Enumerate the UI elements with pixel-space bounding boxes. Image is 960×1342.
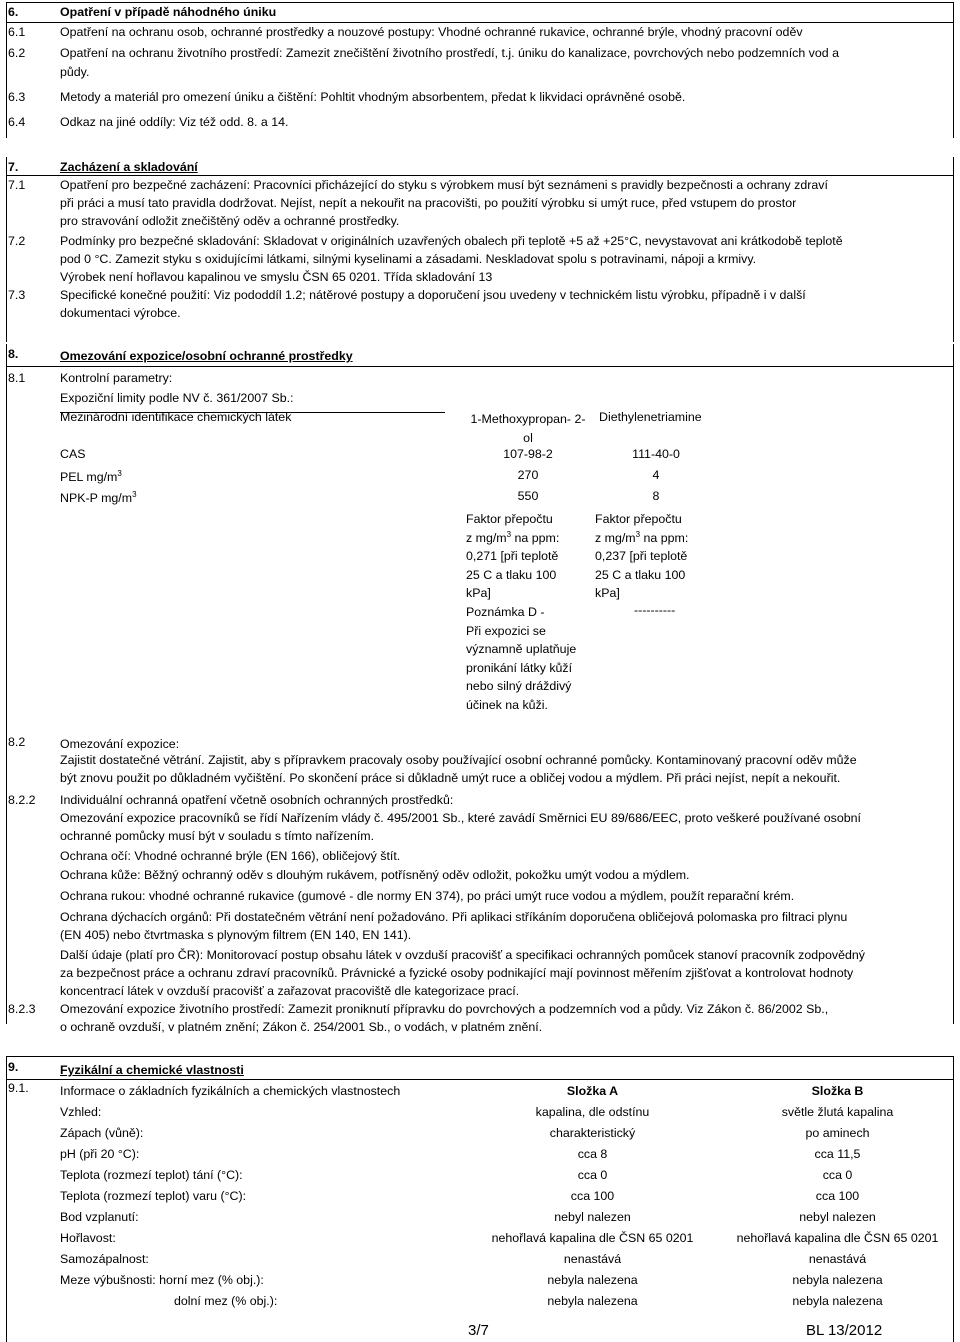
subsection-title: Omezování expozice:: [60, 737, 180, 751]
property-label: Bod vzplanutí:: [60, 1210, 139, 1224]
subsection-number: 9.1.: [8, 1081, 29, 1095]
column-header-a: Složka A: [566, 1084, 619, 1098]
right-rule: [953, 344, 954, 1024]
left-rule: [6, 344, 7, 1024]
property-value-b: nebyl nalezen: [799, 1210, 876, 1224]
paragraph-text: Ochrana rukou: vhodné ochranné rukavice (gumové - dle normy EN 374), po práci umýt ruce vodou a mýdlem, použít reparační krém.: [60, 889, 795, 903]
paragraph-text: (EN 405) nebo čtvrtmaska s plynovým filtrem (EN 140, EN 141).: [60, 928, 412, 942]
property-value-a: nehořlavá kapalina dle ČSN 65 0201: [491, 1231, 694, 1245]
subsection-number: 8.2.2: [8, 793, 36, 807]
divider: [6, 175, 954, 176]
note-line: nebo silný dráždivý: [466, 679, 572, 693]
substance-1-name: 1-Methoxypropan- 2- ol: [470, 412, 586, 445]
factor-line: [466, 529, 559, 548]
property-value-b: nebyla nalezena: [792, 1294, 883, 1308]
paragraph-text: o ochraně ovzduší, v platném znění; Zákon č. 254/2001 Sb., o vodách, v platném znění.: [60, 1020, 543, 1034]
factor-line: Faktor přepočtu: [466, 512, 553, 526]
conversion-factor-1: [466, 510, 559, 603]
subsection-title: Individuální ochranná opatření včetně osobních ochranných prostředků:: [60, 793, 454, 807]
property-value-a: nenastává: [563, 1252, 622, 1266]
paragraph-text: Podmínky pro bezpečné skladování: Skladovat v originálních uzavřených obalech při teplotě +5 až +25°C, nevystavovat ani krátkodobě teplotě: [60, 234, 843, 248]
property-value-b: světle žlutá kapalina: [781, 1105, 894, 1119]
limits-heading: Expoziční limity podle NV č. 361/2007 Sb.:: [60, 391, 294, 405]
note-2: ----------: [634, 603, 676, 617]
paragraph-text: Ochrana dýchacích orgánů: Při dostatečném větrání není požadováno. Při aplikaci stříkáním doporučena obličejová polomaska pro filtraci plynu: [60, 910, 848, 924]
substance-2-name: Diethylenetriamine: [599, 410, 702, 424]
section-title: Fyzikální a chemické vlastnosti: [60, 1063, 244, 1077]
factor-sup: 3: [506, 529, 512, 539]
property-value-a: nebyl nalezen: [554, 1210, 631, 1224]
note-line: Poznámka D -: [466, 605, 545, 619]
pel-label: [60, 470, 122, 484]
divider: [6, 1079, 954, 1080]
paragraph-text: koncentrací látek v ovzduší pracovišť a zařazovat pracoviště dle kategorizace prací.: [60, 984, 520, 998]
npk-value-2: 8: [652, 489, 660, 503]
property-value-b: nebyla nalezena: [792, 1273, 883, 1287]
section-number: 7.: [8, 160, 19, 174]
property-value-b: cca 100: [815, 1189, 860, 1203]
pel-label-sup: 3: [117, 468, 122, 478]
paragraph-text: Ochrana kůže: Běžný ochranný oděv s dlouhým rukávem, potřísněný oděv odložit, pokožku umýt vodou a mýdlem.: [60, 868, 690, 882]
paragraph-text: Omezování expozice pracovníků se řídí Nařízením vlády č. 495/2001 Sb., které zavádí Směrnici EU 89/686/EEC, proto veškeré používané osobní: [60, 811, 861, 825]
factor-unit: z mg/m: [595, 530, 636, 545]
subsection-number: 8.2: [8, 735, 26, 749]
section-number: 6.: [8, 5, 19, 19]
left-rule: [6, 157, 7, 342]
properties-heading: Informace o základních fyzikálních a chemických vlastnostech: [60, 1084, 401, 1098]
divider: [6, 366, 954, 367]
paragraph-text: pod 0 °C. Zamezit styku s oxidujícími látkami, silnými kyselinami a zásadami. Neskladovat spolu s potravinami, nápoji a krmivy.: [60, 252, 757, 266]
divider: [6, 2, 954, 3]
npk-label-text: NPK-P mg/m: [60, 491, 133, 505]
factor-line: 25 C a tlaku 100: [466, 567, 557, 582]
subsection-number: 7.1: [8, 178, 26, 192]
property-label: Teplota (rozmezí teplot) tání (°C):: [60, 1168, 243, 1182]
property-value-a: cca 100: [570, 1189, 615, 1203]
paragraph-text: ochranné pomůcky musí být v souladu s tímto nařízením.: [60, 829, 375, 843]
section-title: Zacházení a skladování: [60, 160, 198, 174]
note-line: pronikání látky kůží: [466, 660, 573, 675]
paragraph-text: za bezpečnost práce a ochranu zdraví pracovníků. Právnické a fyzické osoby podnikající mají povinnost měřením zjišťovat a kontrolovat hodnoty: [60, 966, 854, 980]
section-number: 8.: [8, 347, 19, 361]
paragraph-text: Výrobek není hořlavou kapalinou ve smyslu ČSN 65 0201. Třída skladování 13: [60, 270, 493, 284]
npk-label-sup: 3: [132, 489, 137, 499]
divider: [6, 1056, 954, 1057]
property-value-a: nebyla nalezena: [547, 1273, 638, 1287]
factor-unit-suffix: na ppm:: [640, 530, 689, 545]
property-value-a: cca 0: [577, 1168, 608, 1182]
column-header-b: Složka B: [811, 1084, 864, 1098]
subsection-number: 8.1: [8, 371, 26, 385]
section-title: Omezování expozice/osobní ochranné prostředky: [60, 349, 353, 363]
subsection-number: 7.3: [8, 288, 26, 302]
factor-line: kPa]: [595, 586, 620, 600]
factor-line: 25 C a tlaku 100: [595, 567, 686, 582]
document-id: BL 13/2012: [806, 1322, 883, 1339]
factor-unit-suffix: na ppm:: [511, 530, 560, 545]
property-label: Teplota (rozmezí teplot) varu (°C):: [60, 1189, 247, 1203]
section-title: Opatření v případě náhodného úniku: [60, 5, 277, 19]
npk-label: [60, 491, 137, 505]
factor-line: 0,237 [při teplotě: [595, 549, 688, 563]
property-value-b: cca 0: [822, 1168, 853, 1182]
paragraph-text: půdy.: [60, 65, 90, 79]
factor-sup: 3: [635, 529, 641, 539]
paragraph-text: Zajistit dostatečné větrání. Zajistit, aby s přípravkem pracovaly osoby používající osobní ochranné pomůcky. Kontaminovaný pracovní oděv může: [60, 753, 857, 767]
paragraph-text: být znovu použit po důkladném vyčištění. Po skončení práce si důkladně umýt ruce a obličej vodou a mýdlem. Při práci nejíst, nepít a nekouřit.: [60, 771, 841, 785]
page-number: 3/7: [468, 1322, 489, 1339]
property-label: Zápach (vůně):: [60, 1126, 144, 1140]
note-line: Při expozici se: [466, 623, 546, 638]
property-value-b: nehořlavá kapalina dle ČSN 65 0201: [736, 1231, 939, 1245]
cas-value-2: 111-40-0: [632, 447, 680, 461]
note-line: účinek na kůži.: [466, 697, 548, 712]
subsection-number: 6.4: [8, 115, 26, 129]
paragraph-text: Omezování expozice životního prostředí: Zamezit proniknutí přípravku do povrchových a podzemních vod a půdy. Viz Zákon č. 86/2002 Sb.,: [60, 1002, 829, 1016]
property-label: pH (při 20 °C):: [60, 1147, 140, 1161]
paragraph-text: Ochrana očí: Vhodné ochranné brýle (EN 166), obličejový štít.: [60, 849, 401, 863]
property-label: Hořlavost:: [60, 1231, 116, 1245]
property-value-b: po aminech: [805, 1126, 870, 1140]
left-rule: [6, 1056, 7, 1342]
paragraph-text: Opatření pro bezpečné zacházení: Pracovníci přicházející do styku s výrobkem musí být seznámeni s pravidly bezpečnosti a ochrany zdraví: [60, 178, 828, 192]
factor-unit: z mg/m: [466, 530, 507, 545]
pel-value-1: 270: [517, 468, 539, 482]
property-label: Vzhled:: [60, 1105, 102, 1119]
cas-value-1: 107-98-2: [503, 447, 553, 461]
right-rule: [953, 157, 954, 342]
subsection-number: 8.2.3: [8, 1002, 36, 1016]
factor-line: 0,271 [při teplotě: [466, 549, 559, 563]
property-value-b: nenastává: [808, 1252, 867, 1266]
npk-value-1: 550: [517, 489, 539, 503]
property-label: Samozápalnost:: [60, 1252, 149, 1266]
paragraph-text: Kontrolní parametry:: [60, 371, 173, 385]
paragraph-text: dokumentaci výrobce.: [60, 306, 181, 320]
property-label: Meze výbušnosti: horní mez (% obj.):: [60, 1273, 264, 1287]
property-value-b: cca 11,5: [814, 1147, 861, 1161]
subsection-number: 6.3: [8, 90, 26, 104]
property-value-a: nebyla nalezena: [547, 1294, 638, 1308]
factor-line: kPa]: [466, 586, 491, 600]
property-label: dolní mez (% obj.):: [174, 1294, 278, 1308]
paragraph-text: Odkaz na jiné oddíly: Viz též odd. 8. a 14.: [60, 115, 289, 129]
paragraph-text: při práci a musí tato pravidla dodržovat. Nejíst, nepít a nekouřit na pracovišti, po použití výrobku si umýt ruce, před vstupem do prostor: [60, 196, 797, 210]
paragraph-text: Metody a materiál pro omezení úniku a čištění: Pohltit vhodným absorbentem, předat k likvidaci oprávněné osobě.: [60, 90, 686, 104]
note-line: významně uplatňuje: [466, 642, 577, 656]
property-value-a: kapalina, dle odstínu: [535, 1105, 650, 1119]
factor-line: Faktor přepočtu: [595, 512, 682, 526]
divider: [6, 22, 954, 23]
subsection-number: 6.2: [8, 46, 26, 60]
conversion-factor-2: [595, 510, 688, 603]
property-value-a: charakteristický: [549, 1126, 636, 1140]
pel-label-text: PEL mg/m: [60, 470, 118, 484]
id-label: Mezinárodní identifikace chemických látek: [60, 410, 292, 424]
paragraph-text: pro stravování odložit znečištěný oděv a ochranné prostředky.: [60, 214, 400, 228]
paragraph-text: Opatření na ochranu osob, ochranné prostředky a nouzové postupy: Vhodné ochranné rukavice, ochranné brýle, vhodný pracovní oděv: [60, 25, 803, 39]
section-number: 9.: [8, 1060, 19, 1074]
paragraph-text: Specifické konečné použití: Viz pododdíl 1.2; nátěrové postupy a doporučení jsou uvedeny v technickém listu výrobku, případně i v další: [60, 288, 806, 302]
cas-label: CAS: [60, 447, 86, 461]
factor-line: [595, 529, 688, 548]
paragraph-text: Opatření na ochranu životního prostředí: Zamezit znečištění životního prostředí, t.j. úniku do kanalizace, povrchových nebo podzemních vod a: [60, 46, 839, 60]
paragraph-text: Další údaje (platí pro ČR): Monitorovací postup obsahu látek v ovzduší pracovišť a specifikaci ochranných pomůcek stanoví pracovník zodpovědný: [60, 948, 865, 962]
subsection-number: 7.2: [8, 234, 26, 248]
property-value-a: cca 8: [577, 1147, 608, 1161]
pel-value-2: 4: [652, 468, 660, 482]
note-1: [466, 603, 576, 714]
subsection-number: 6.1: [8, 25, 26, 39]
